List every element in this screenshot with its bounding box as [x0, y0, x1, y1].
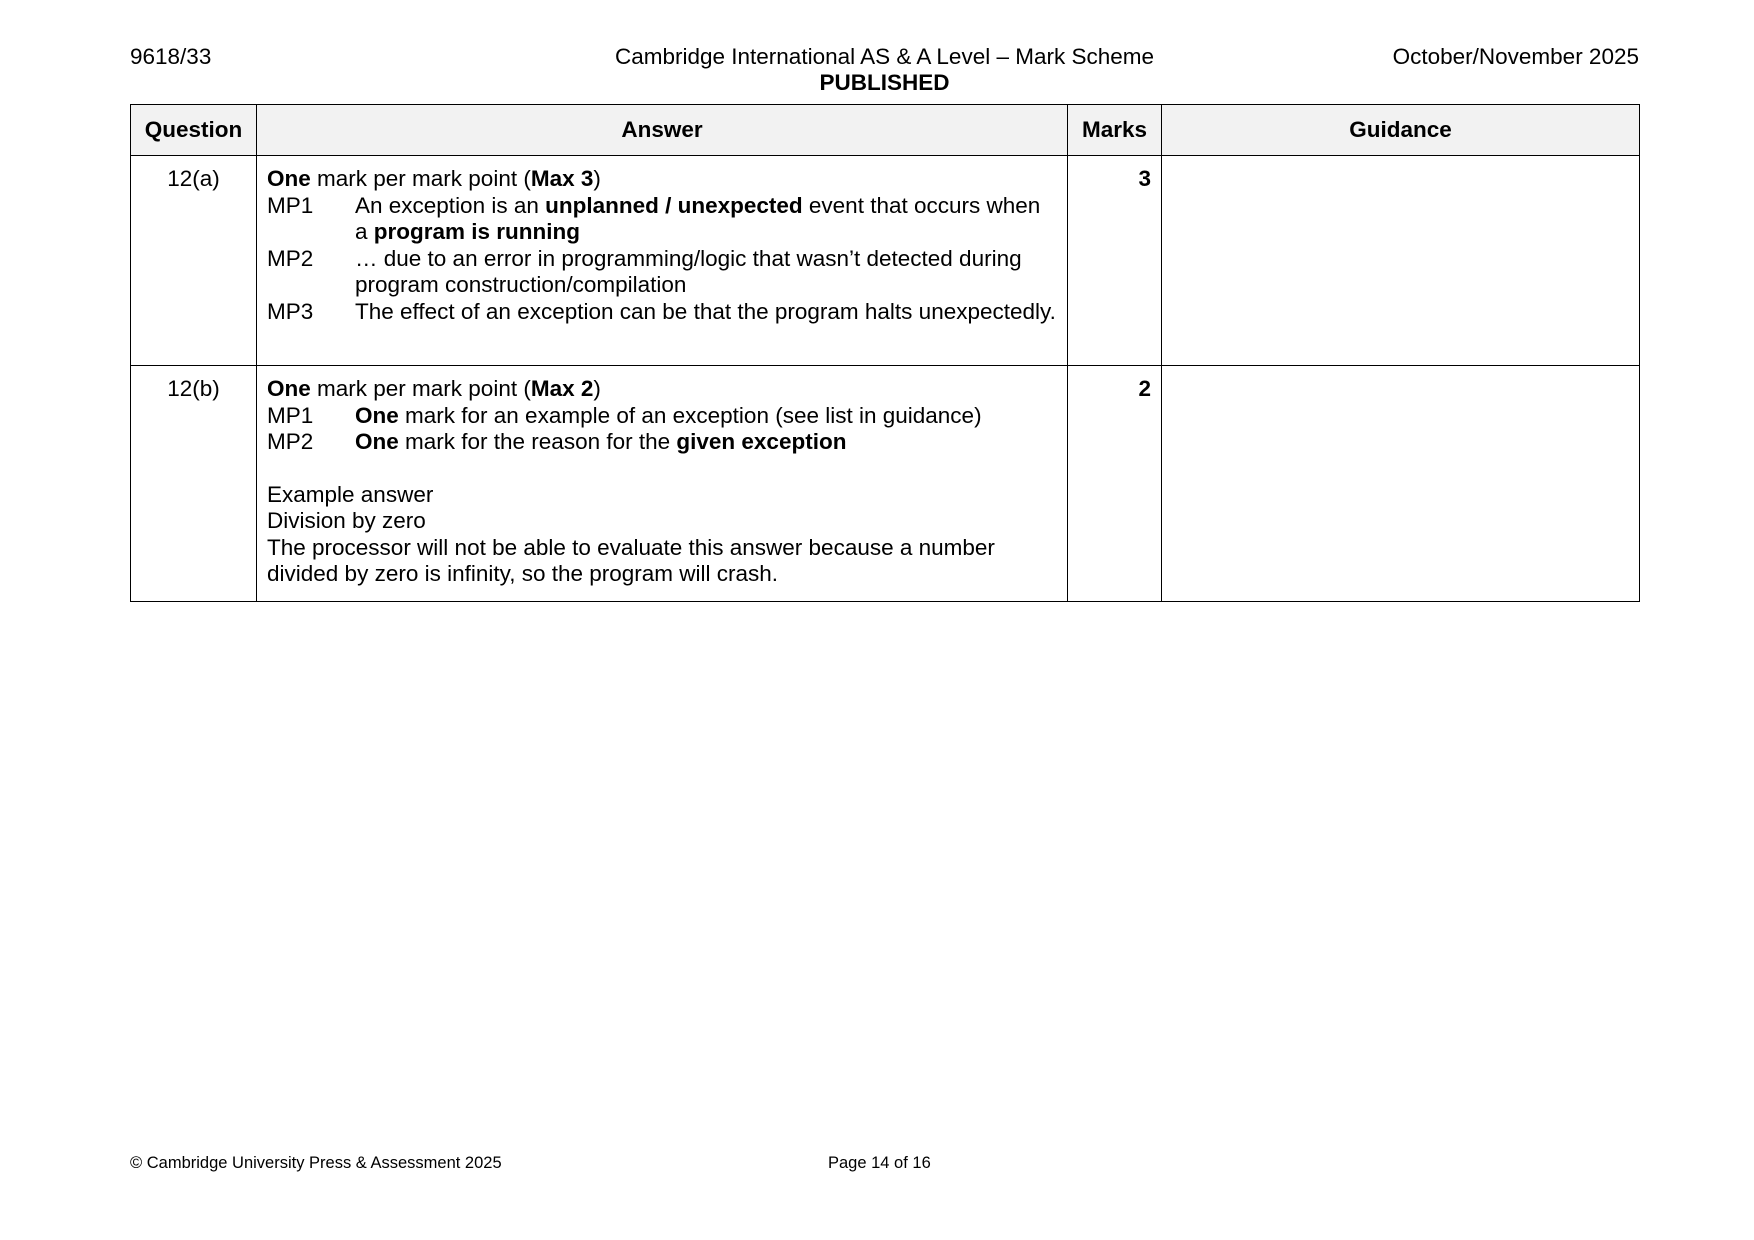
- guidance-cell: [1162, 156, 1640, 366]
- mark-point-text: One mark for an example of an exception (see list in guidance): [355, 402, 982, 428]
- mark-rule: One mark per mark point (Max 3): [267, 166, 601, 191]
- spacer: [267, 456, 1057, 482]
- mark-point: [267, 193, 1057, 246]
- mark-point: [267, 246, 1057, 299]
- page-header: [130, 44, 1639, 100]
- column-header-answer: Answer: [257, 105, 1068, 156]
- mark-point: [267, 429, 1057, 456]
- mark-point: [267, 403, 1057, 430]
- column-header-guidance: Guidance: [1162, 105, 1640, 156]
- mark-point-label: MP3: [267, 298, 314, 324]
- published-label: PUBLISHED: [819, 70, 950, 95]
- guidance-cell: [1162, 366, 1640, 602]
- example-line: Division by zero: [267, 508, 426, 533]
- mark-point-label: MP1: [267, 192, 314, 218]
- marks-value: 3: [1068, 156, 1162, 366]
- answer-cell: [257, 156, 1068, 366]
- question-number: 12(b): [131, 366, 257, 602]
- column-header-marks: Marks: [1068, 105, 1162, 156]
- question-number: 12(a): [131, 156, 257, 366]
- mark-point-text: An exception is an unplanned / unexpected event that occurs when a program is running: [355, 192, 1041, 244]
- answer-cell: [257, 366, 1068, 602]
- table-row: [131, 366, 1640, 602]
- mark-rule: One mark per mark point (Max 2): [267, 376, 601, 401]
- table-row: [131, 156, 1640, 366]
- example-line: The processor will not be able to evaluate this answer because a number divided by zero is infinity, so the program will crash.: [267, 534, 995, 586]
- mark-point-text: … due to an error in programming/logic that wasn’t detected during program construction/compilation: [355, 245, 1022, 297]
- page-number: Page 14 of 16: [828, 1154, 931, 1172]
- mark-point-text: The effect of an exception can be that the program halts unexpectedly.: [355, 298, 1056, 324]
- table-header-row: [131, 105, 1640, 156]
- example-heading: Example answer: [267, 481, 434, 507]
- mark-point-text: One mark for the reason for the given exception: [355, 429, 847, 454]
- document-title: Cambridge International AS & A Level – Mark Scheme: [614, 44, 1155, 69]
- column-header-question: Question: [131, 105, 257, 156]
- syllabus-code: 9618/33: [130, 44, 212, 69]
- marks-value: 2: [1068, 366, 1162, 602]
- mark-point: [267, 299, 1057, 326]
- copyright-notice: © Cambridge University Press & Assessment 2025: [130, 1154, 502, 1172]
- mark-point-label: MP2: [267, 245, 314, 271]
- mark-point-label: MP1: [267, 402, 314, 428]
- mark-point-label: MP2: [267, 429, 314, 454]
- mark-scheme-table: [130, 104, 1640, 602]
- exam-session: October/November 2025: [1392, 44, 1639, 69]
